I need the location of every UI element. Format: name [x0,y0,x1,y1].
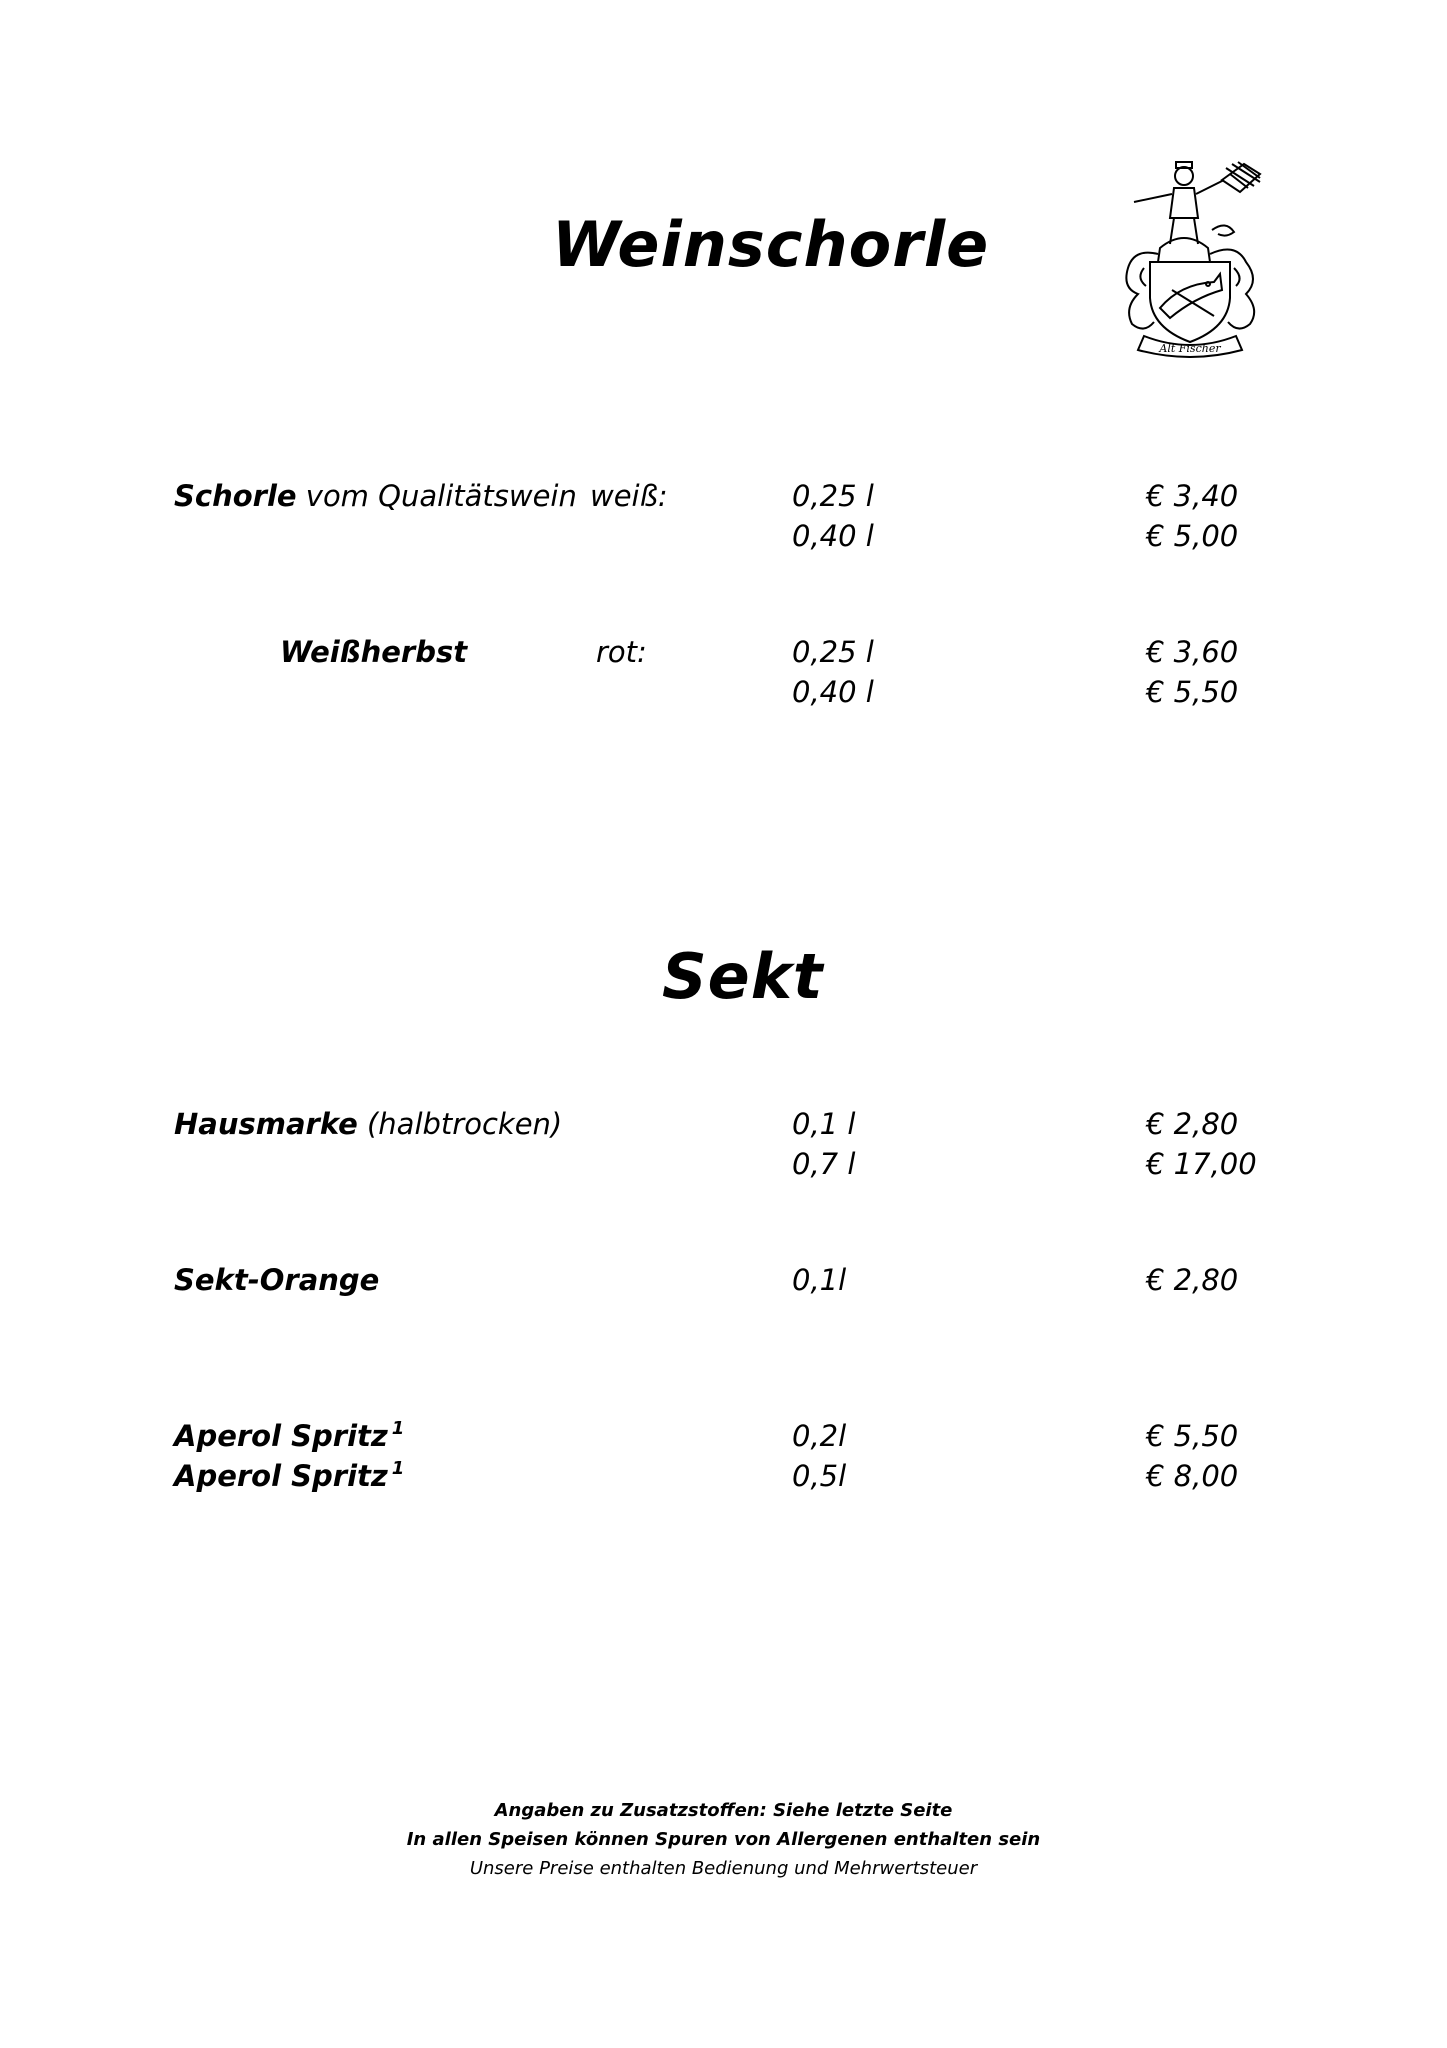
footer-additives-note: Angaben zu Zusatzstoffen: Siehe letzte Seite [494,1800,953,1821]
item-price: € 2,80 [1146,1107,1239,1141]
section-title-weinschorle: Weinschorle [552,208,990,281]
item-name: Aperol Spritz [174,1459,388,1493]
item-price: € 5,50 [1146,1419,1239,1453]
item-size: 0,5l [792,1459,847,1493]
item-name: Aperol Spritz [174,1419,388,1453]
item-size: 0,40 l [792,519,874,553]
fisher-crest-icon [1114,158,1266,358]
item-size: 0,7 l [792,1147,856,1181]
item-price: € 2,80 [1146,1263,1239,1297]
item-size: 0,2l [792,1419,847,1453]
item-price: € 5,50 [1146,675,1239,709]
item-size: 0,1 l [792,1107,856,1141]
item-price: € 8,00 [1146,1459,1239,1493]
item-price: € 17,00 [1146,1147,1257,1181]
item-size: 0,25 l [792,479,874,513]
menu-item-weissherbst: Weißherbst [280,635,468,669]
menu-item-aperol-spritz [174,1456,404,1501]
item-size: 0,25 l [792,635,874,669]
item-name: Hausmarke [174,1107,358,1141]
footer-allergen-note: In allen Speisen können Spuren von Allergenen enthalten sein [406,1829,1041,1850]
footer-price-note: Unsere Preise enthalten Bedienung und Mehrwertsteuer [469,1858,978,1879]
item-description: vom Qualitätswein [305,479,577,513]
item-size: 0,40 l [792,675,874,709]
menu-item-schorle [174,476,577,516]
footnote-marker: 1 [391,1418,405,1439]
footnote-marker: 1 [391,1458,405,1479]
item-name: Schorle [174,479,297,513]
menu-item-aperol-spritz [174,1416,404,1461]
item-color: rot: [596,635,647,669]
item-price: € 3,40 [1146,479,1239,513]
item-size: 0,1l [792,1263,847,1297]
item-description: (halbtrocken) [366,1107,563,1141]
menu-item-sekt-orange: Sekt-Orange [174,1263,380,1297]
section-title-sekt: Sekt [662,940,824,1013]
crest-banner-text: Alt Fischer [1159,342,1221,355]
item-color: weiß: [590,479,668,513]
item-price: € 3,60 [1146,635,1239,669]
menu-item-hausmarke [174,1104,562,1144]
item-price: € 5,00 [1146,519,1239,553]
